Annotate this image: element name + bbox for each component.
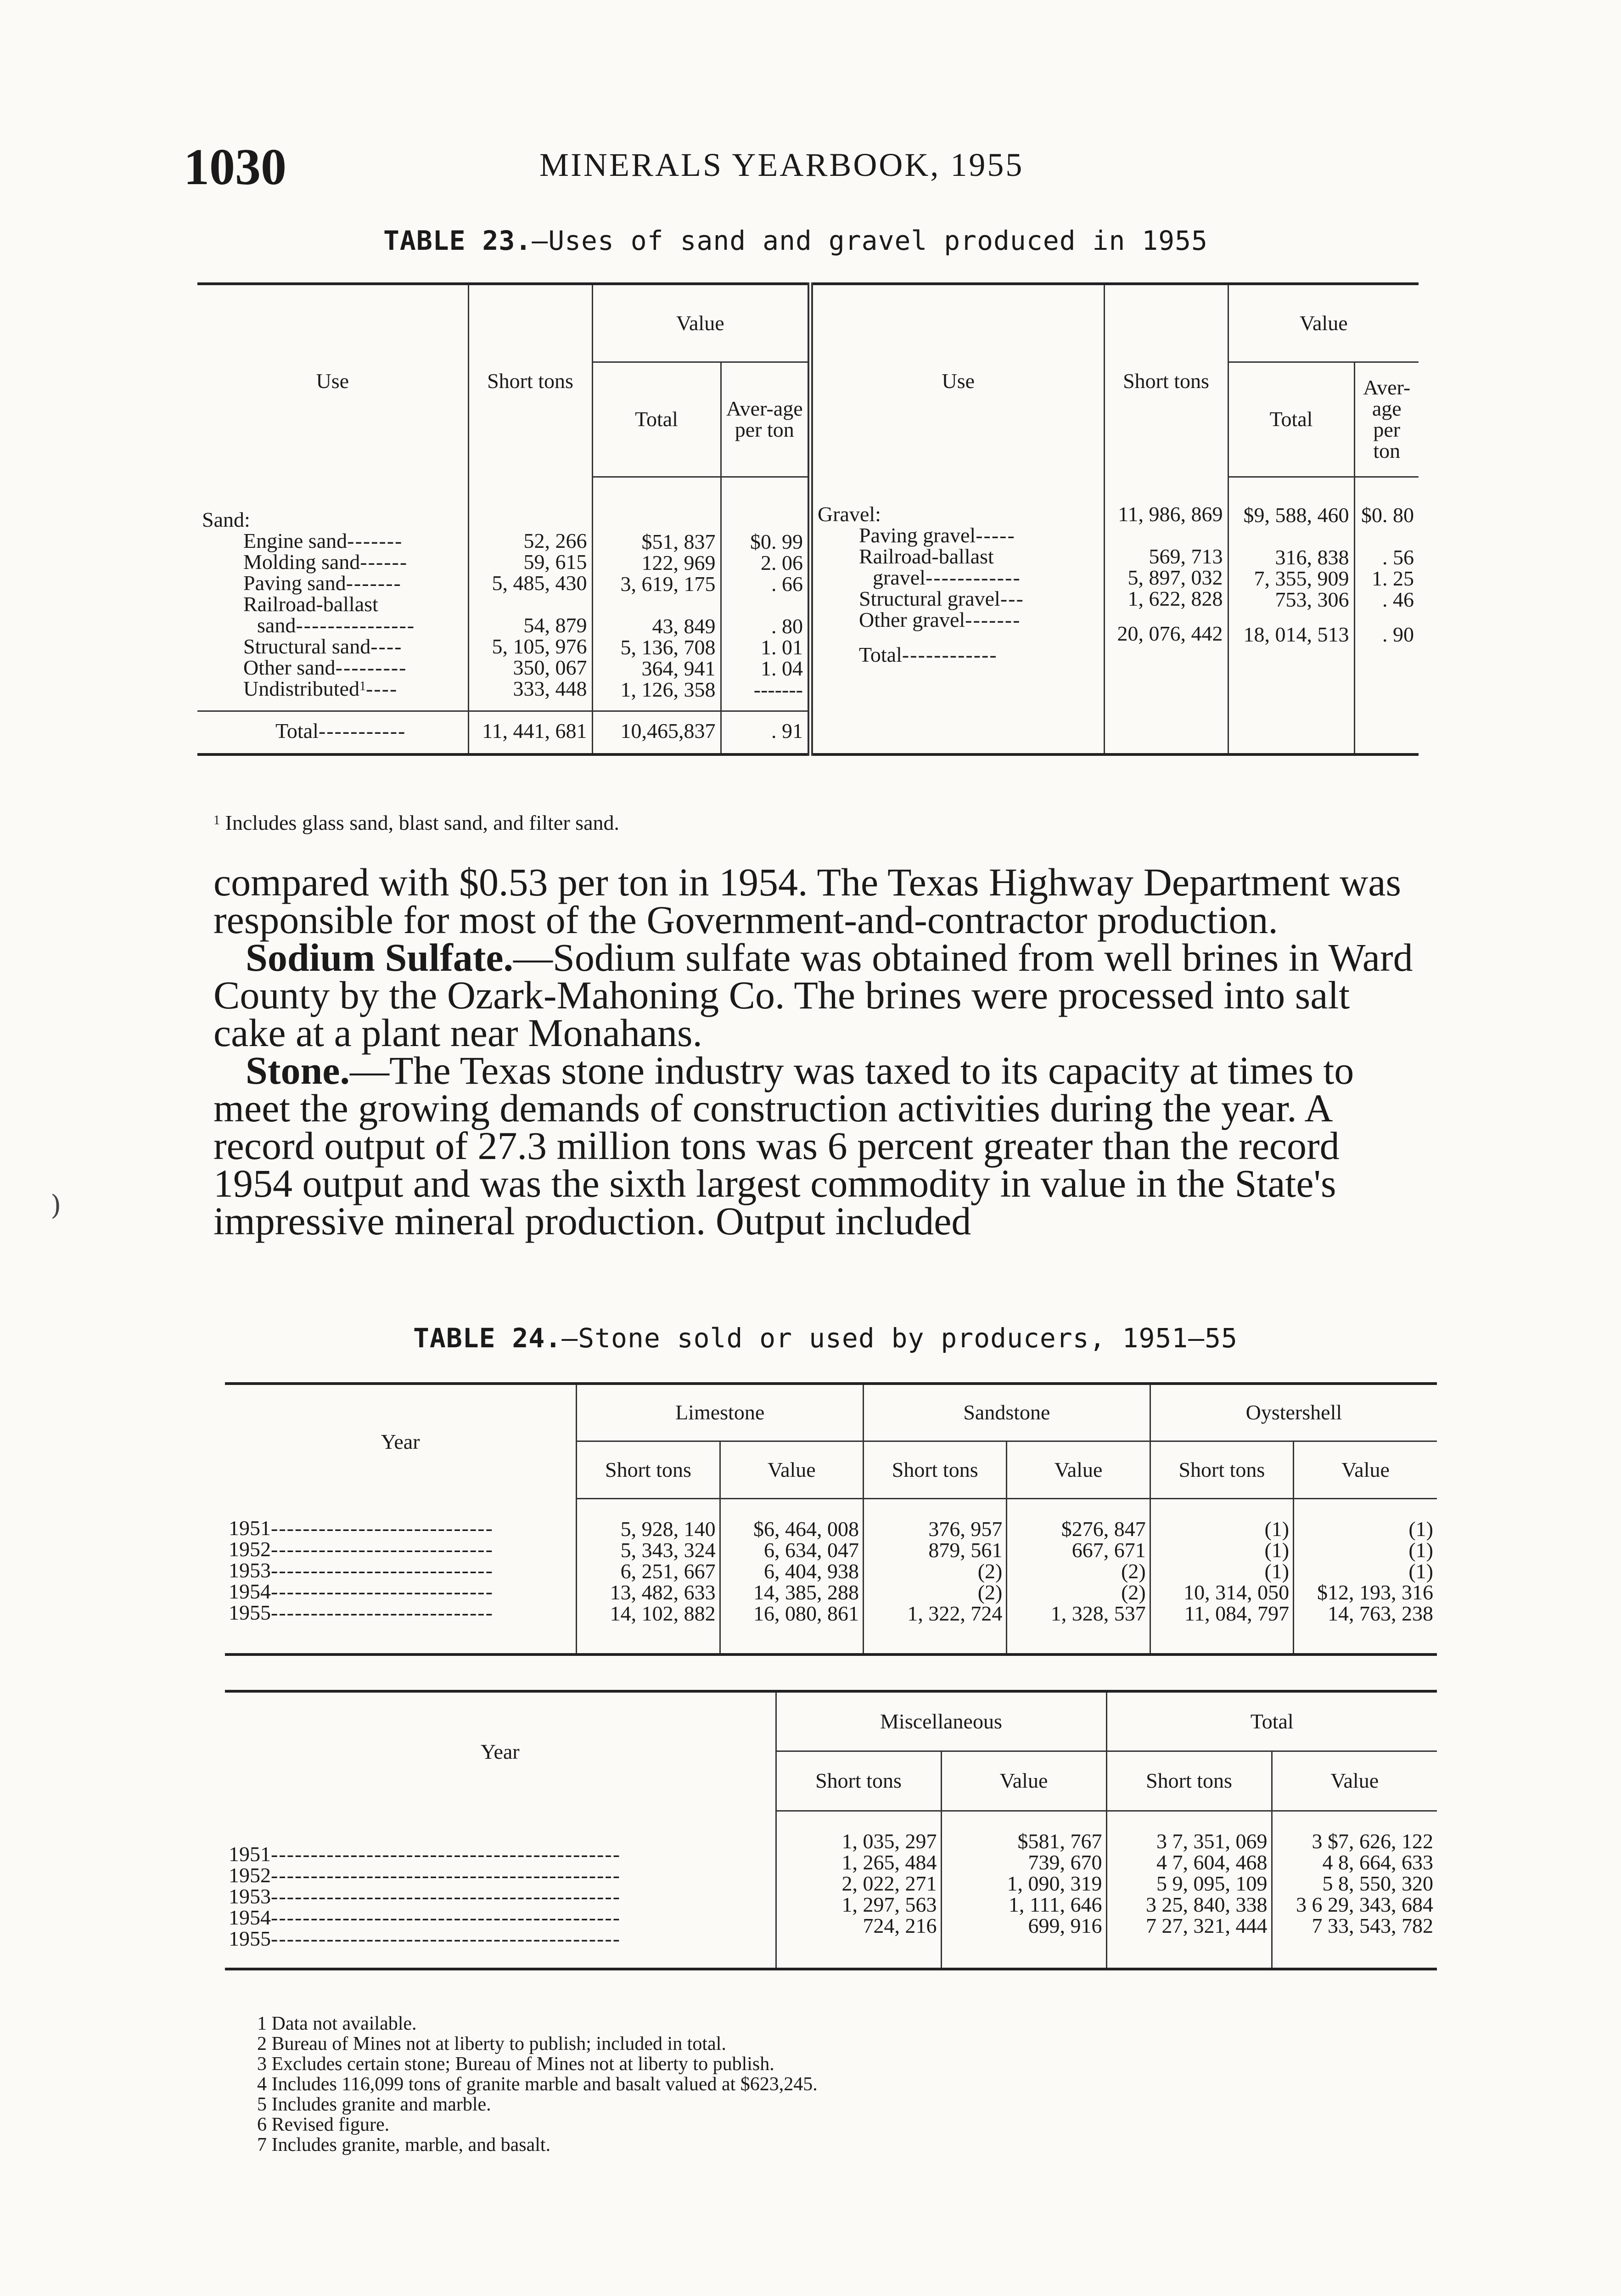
body-text (213, 860, 1425, 1243)
table24-footnotes (257, 2014, 818, 2155)
t23-gravel-total: $9, 588, 460 316, 838 7, 355, 909 753, 306 18, 014, 513 (1228, 477, 1354, 754)
paragraph-2: Sodium Sulfate.—Sodium sulfate was obtained from well brines in Ward County by the Ozark-Mahoning Co. The brines were processed into salt cake at a plant near Monahans. (213, 935, 1413, 1055)
t23-sand-group: Sand: (202, 508, 250, 531)
t24-col-tons: Short tons (1106, 1751, 1272, 1811)
footnote: 2 Bureau of Mines not at liberty to publish; included in total. (257, 2033, 726, 2054)
t24-group-limestone: Limestone (577, 1384, 864, 1441)
t23-sand-total-label: Total----------- (197, 711, 468, 754)
t23-use-row: Paving sand------- (243, 571, 402, 595)
footnote: 6 Revised figure. (257, 2114, 390, 2135)
t24-col-tons: Short tons (776, 1751, 941, 1811)
t24-limestone-value: $6, 464, 008 6, 634, 047 6, 404, 938 14, 385, 288 16, 080, 861 (720, 1498, 863, 1654)
table24-caption-text: —Stone sold or used by producers, 1951–55 (561, 1322, 1238, 1354)
t24-total-tons: 3 7, 351, 069 4 7, 604, 468 5 9, 095, 109 3 25, 840, 338 7 27, 321, 444 (1106, 1811, 1272, 1969)
t24-col-year: Year (480, 1739, 520, 1763)
t23-use-row: Molding sand------ (243, 550, 408, 574)
t24-oyster-value: (1) (1) (1) $12, 193, 316 14, 763, 238 (1294, 1498, 1437, 1654)
t23-use-row: Other sand--------- (243, 656, 407, 679)
t23-sand-total-value: 10,465,837 (592, 711, 721, 754)
t23-sand-total: $51, 837 122, 969 3, 619, 175 43, 849 5, 136, 708 364, 941 1, 126, 358 (592, 477, 721, 711)
table23 (197, 282, 1419, 756)
t23-col-avg-right: Aver-age per ton (1354, 362, 1419, 477)
t23-col-tons-right: Short tons (1104, 284, 1228, 477)
t23-use-row: Structural gravel--- (859, 587, 1024, 610)
table23-caption-label: TABLE 23. (383, 225, 532, 256)
t24-col-tons: Short tons (864, 1441, 1007, 1498)
footnote: 3 Excludes certain stone; Bureau of Mines not at liberty to publish. (257, 2054, 774, 2075)
t23-use-row-cont: sand--------------- (257, 613, 415, 637)
margin-mark: ) (50, 1189, 62, 1221)
page-number: 1030 (184, 139, 286, 196)
t24-col-value: Value (1294, 1441, 1437, 1498)
t24-col-value: Value (1272, 1751, 1437, 1811)
t23-sand-total-avg: . 91 (721, 711, 810, 754)
t23-gravel-uses (810, 477, 1104, 754)
t24-limestone-tons: 5, 928, 140 5, 343, 324 6, 251, 667 13, 482, 633 14, 102, 882 (577, 1498, 720, 1654)
table24-caption (413, 1322, 1238, 1354)
t23-use-row: Paving gravel----- (859, 523, 1015, 547)
table24-part2 (225, 1690, 1437, 1970)
t24-total-value: 3 $7, 626, 122 4 8, 664, 633 5 8, 550, 320 3 6 29, 343, 684 7 33, 543, 782 (1272, 1811, 1437, 1969)
t23-use-row-cont: gravel------------ (873, 566, 1021, 589)
footnote: 7 Includes granite, marble, and basalt. (257, 2134, 551, 2155)
t23-col-use-left: Use (316, 369, 349, 393)
t23-col-use-right: Use (810, 284, 1104, 477)
paragraph-3: Stone.—The Texas stone industry was taxed to its capacity at times to meet the growing demands of construction activities during the year. A record output of 27.3 million tons was 6 percent greater than the record 1954 output and was the sixth largest commodity in value in the State's impressive mineral production. Output included (213, 1048, 1354, 1243)
t23-col-value-left: Value (592, 284, 810, 362)
t24-sandstone-tons: 376, 957 879, 561 (2) (2) 1, 322, 724 (864, 1498, 1007, 1654)
t24-col-value: Value (1007, 1441, 1150, 1498)
t23-gravel-tons: 11, 986, 869 569, 713 5, 897, 032 1, 622, 828 20, 076, 442 (1104, 477, 1228, 754)
t23-col-total-right: Total (1228, 362, 1354, 477)
t24-group-oystershell: Oystershell (1150, 1384, 1437, 1441)
paragraph-1: compared with $0.53 per ton in 1954. The Texas Highway Department was responsible for most of the Government-and-contractor production. (213, 860, 1401, 942)
t23-col-value-right: Value (1228, 284, 1419, 362)
t24-col-tons: Short tons (1150, 1441, 1293, 1498)
table23-caption-text: —Uses of sand and gravel produced in 1955 (532, 225, 1208, 256)
t24-col-year: Year (381, 1429, 420, 1453)
t23-sand-uses (197, 477, 468, 711)
footnote: 1 Data not available. (257, 2013, 417, 2034)
t23-col-avg-left: Aver-age per ton (721, 362, 810, 477)
t24-misc-tons: 1, 035, 297 1, 265, 484 2, 022, 271 1, 297, 563 724, 216 (776, 1811, 941, 1969)
t24-years: 1951---------------------------- 1952---------------------------- 1953---------------------------- 1954---------------------------- 1955---------------------------- (229, 1516, 494, 1624)
t23-use-row: Railroad-ballast (859, 545, 994, 568)
t23-gravel-avg: $0. 80 . 56 1. 25 . 46 . 90 (1354, 477, 1419, 754)
t23-col-tons-left: Short tons (468, 284, 592, 477)
t24-col-value: Value (941, 1751, 1106, 1811)
t24-col-tons: Short tons (577, 1441, 720, 1498)
table23-footnote: $^1$ Includes glass sand, blast sand, and filter sand. (213, 811, 619, 834)
t23-sand-tons: 52, 266 59, 615 5, 485, 430 54, 879 5, 105, 976 350, 067 333, 448 (468, 477, 592, 711)
footnote: 4 Includes 116,099 tons of granite marble and basalt valued at $623,245. (257, 2074, 818, 2095)
t24-group-misc: Miscellaneous (776, 1691, 1106, 1751)
t23-use-row: Engine sand------- (243, 529, 403, 552)
t23-use-row: Undistributed$^1$---- (243, 677, 398, 700)
t24-sandstone-value: $276, 847 667, 671 (2) (2) 1, 328, 537 (1007, 1498, 1150, 1654)
t24-years: 1951-------------------------------------------- 1952-------------------------------------------- 1953-------------------------------------------- 1954-------------------------------------------- 1955-------------------------------------------- (229, 1842, 621, 1950)
table24-part1 (225, 1382, 1437, 1656)
t23-use-row: Other gravel------- (859, 608, 1021, 631)
t24-misc-value: $581, 767 739, 670 1, 090, 319 1, 111, 646 699, 916 (941, 1811, 1106, 1969)
t24-oyster-tons: (1) (1) (1) 10, 314, 050 11, 084, 797 (1150, 1498, 1293, 1654)
t23-use-row: Structural sand---- (243, 635, 403, 658)
running-title: MINERALS YEARBOOK, 1955 (539, 146, 1024, 183)
t23-col-total-left: Total (592, 362, 721, 477)
table23-caption (383, 225, 1208, 256)
table24-caption-label: TABLE 24. (413, 1322, 562, 1354)
t23-sand-total-tons: 11, 441, 681 (468, 711, 592, 754)
footnote: 5 Includes granite and marble. (257, 2094, 491, 2115)
t23-gravel-total-label: Total------------ (859, 643, 998, 666)
t24-group-total: Total (1106, 1691, 1437, 1751)
t24-group-sandstone: Sandstone (864, 1384, 1150, 1441)
t23-use-row: Railroad-ballast (243, 592, 378, 616)
t24-col-value: Value (720, 1441, 863, 1498)
t23-sand-avg: $0. 99 2. 06 . 66 . 80 1. 01 1. 04 ------- (721, 477, 810, 711)
t23-gravel-group: Gravel: (818, 502, 881, 526)
